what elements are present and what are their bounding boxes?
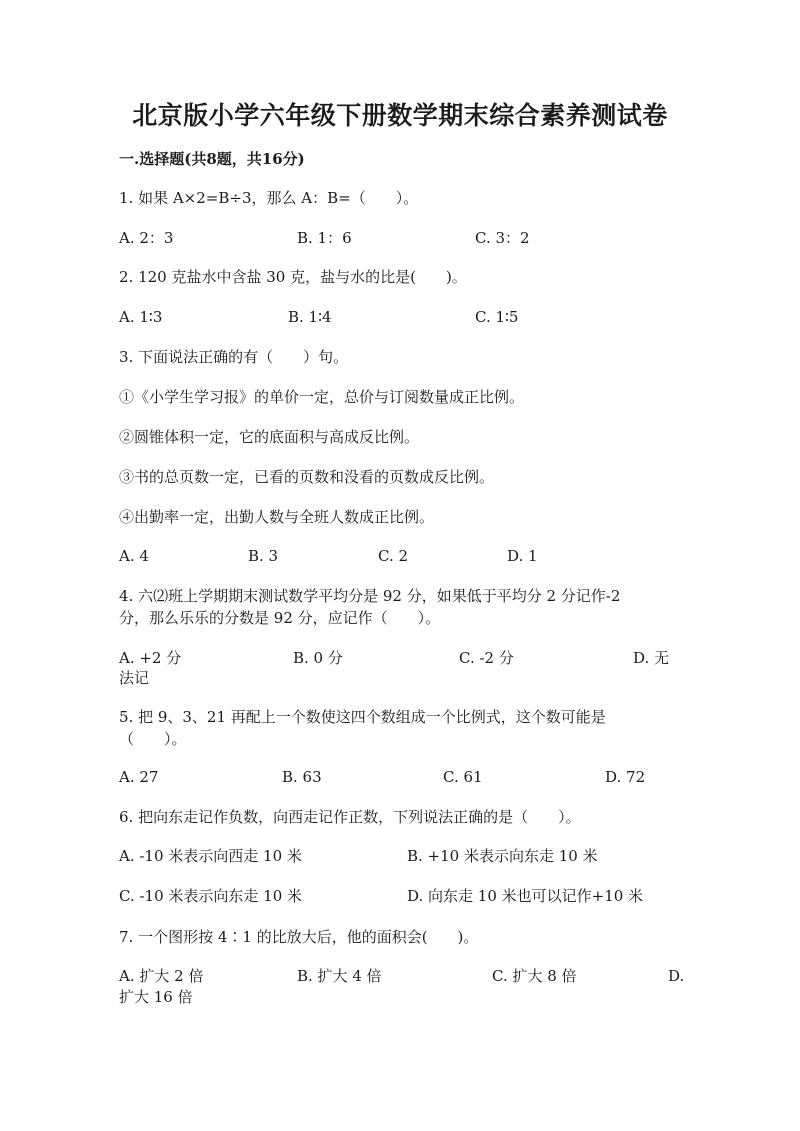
question-4-option-c[interactable]: C. -2 分 [459, 649, 514, 667]
question-5-option-a[interactable]: A. 27 [119, 768, 159, 786]
question-2-option-b[interactable]: B. 1∶4 [288, 308, 332, 326]
question-3-statement-4: ④出勤率一定，出勤人数与全班人数成正比例。 [119, 508, 435, 526]
question-4-option-d[interactable]: D. 无 [633, 649, 670, 667]
question-1-option-a[interactable]: A. 2：3 [119, 229, 174, 247]
question-6-option-a[interactable]: A. -10 米表示向西走 10 米 [119, 847, 302, 865]
question-3-option-d[interactable]: D. 1 [507, 547, 538, 565]
page-title: 北京版小学六年级下册数学期末综合素养测试卷 [132, 101, 668, 130]
question-1-option-c[interactable]: C. 3：2 [475, 229, 530, 247]
question-3-stem: 3. 下面说法正确的有（ ）句。 [119, 348, 349, 366]
question-2-option-c[interactable]: C. 1∶5 [475, 308, 519, 326]
question-3-option-c[interactable]: C. 2 [378, 547, 409, 565]
question-2-stem: 2. 120 克盐水中含盐 30 克，盐与水的比是( )。 [119, 268, 467, 286]
question-3-option-b[interactable]: B. 3 [248, 547, 279, 565]
question-4-option-d-wrap: 法记 [119, 669, 150, 687]
question-5-option-b[interactable]: B. 63 [282, 768, 322, 786]
question-7-option-d[interactable]: D. [668, 967, 685, 985]
question-4-stem-line-2: 分，那么乐乐的分数是 92 分，应记作（ ）。 [119, 609, 441, 627]
question-3-statement-1: ①《小学生学习报》的单价一定，总价与订阅数量成正比例。 [119, 388, 525, 406]
question-7-option-d-wrap: 扩大 16 倍 [119, 988, 193, 1006]
question-3-statement-2: ②圆锥体积一定，它的底面积与高成反比例。 [119, 428, 420, 446]
question-1-option-b[interactable]: B. 1：6 [297, 229, 352, 247]
question-5-option-d[interactable]: D. 72 [605, 768, 646, 786]
question-7-option-b[interactable]: B. 扩大 4 倍 [297, 967, 382, 985]
question-2-option-a[interactable]: A. 1∶3 [119, 308, 163, 326]
question-7-option-c[interactable]: C. 扩大 8 倍 [492, 967, 577, 985]
question-6-option-d[interactable]: D. 向东走 10 米也可以记作+10 米 [407, 887, 644, 905]
question-5-option-c[interactable]: C. 61 [443, 768, 483, 786]
question-4-option-a[interactable]: A. +2 分 [119, 649, 182, 667]
question-7-option-a[interactable]: A. 扩大 2 倍 [119, 967, 204, 985]
question-5-stem-line-2: （ ）。 [119, 730, 187, 748]
question-7-stem: 7. 一个图形按 4∶1 的比放大后，他的面积会( )。 [119, 928, 479, 946]
question-4-option-b[interactable]: B. 0 分 [293, 649, 343, 667]
question-6-stem: 6. 把向东走记作负数，向西走记作正数，下列说法正确的是（ ）。 [119, 808, 581, 826]
question-4-stem-line-1: 4. 六⑵班上学期期末测试数学平均分是 92 分，如果低于平均分 2 分记作-2 [119, 587, 621, 605]
question-3-statement-3: ③书的总页数一定，已看的页数和没看的页数成反比例。 [119, 468, 495, 486]
question-5-stem-line-1: 5. 把 9、3、21 再配上一个数使这四个数组成一个比例式，这个数可能是 [119, 708, 606, 726]
question-1-stem: 1. 如果 A×2=B÷3，那么 A：B=（ ）。 [119, 189, 419, 207]
question-6-option-b[interactable]: B. +10 米表示向东走 10 米 [407, 847, 598, 865]
question-3-option-a[interactable]: A. 4 [119, 547, 149, 565]
question-6-option-c[interactable]: C. -10 米表示向东走 10 米 [119, 887, 303, 905]
section-heading: 一.选择题(共8题，共16分) [119, 150, 305, 168]
